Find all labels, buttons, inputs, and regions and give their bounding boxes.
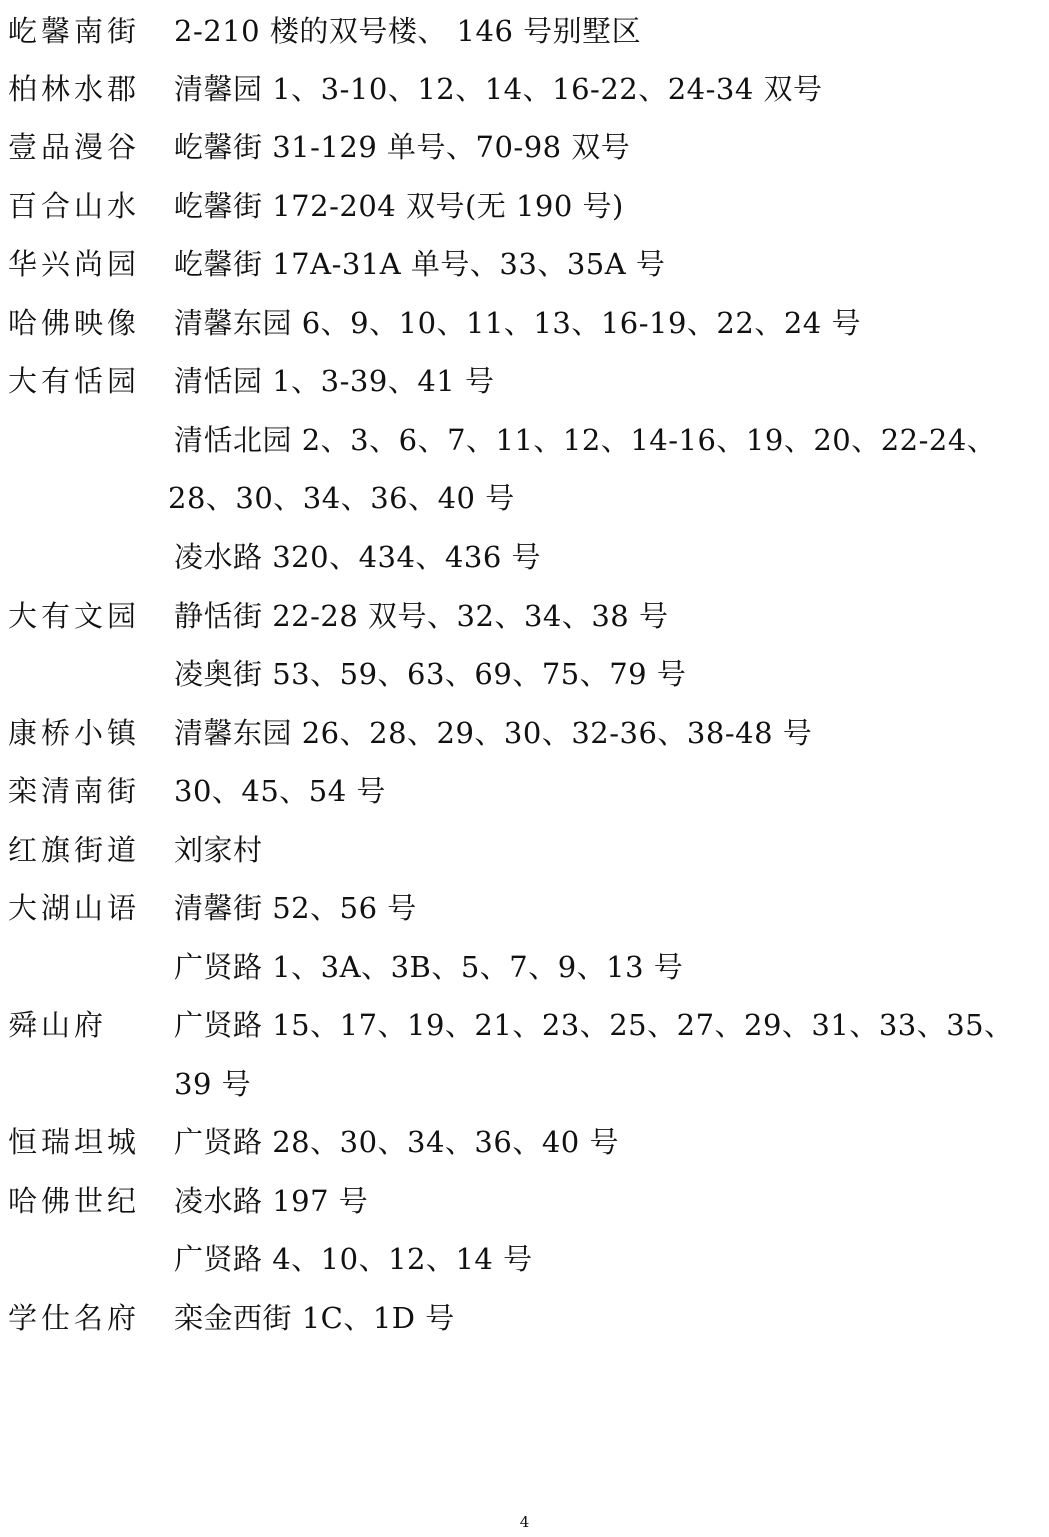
community-name: 柏林水郡 <box>8 72 141 106</box>
community-name: 栾清南街 <box>8 774 141 808</box>
address-text: 清馨园 1、3-10、12、14、16-22、24-34 双号 <box>174 72 823 106</box>
address-text: 栾金西街 1C、1D 号 <box>174 1301 455 1335</box>
community-name: 红旗街道 <box>8 833 141 867</box>
list-item <box>0 177 1049 235</box>
list-item <box>0 996 1049 1054</box>
address-text: 屹馨街 172-204 双号(无 190 号) <box>174 189 624 223</box>
address-text: 清恬园 1、3-39、41 号 <box>174 364 495 398</box>
page-number: 4 <box>519 1513 530 1531</box>
list-item <box>0 469 1049 527</box>
community-name: 壹品漫谷 <box>8 130 141 164</box>
community-name: 大有文园 <box>8 599 141 633</box>
list-item <box>0 1230 1049 1288</box>
address-text: 30、45、54 号 <box>174 774 386 808</box>
community-name: 哈佛世纪 <box>8 1184 141 1218</box>
list-item <box>0 1289 1049 1347</box>
list-item <box>0 1113 1049 1171</box>
list-item <box>0 821 1049 879</box>
community-name: 哈佛映像 <box>8 306 141 340</box>
list-item <box>0 60 1049 118</box>
list-item <box>0 879 1049 937</box>
list-item <box>0 645 1049 703</box>
list-item <box>0 118 1049 176</box>
community-name: 百合山水 <box>8 189 141 223</box>
address-text: 广贤路 15、17、19、21、23、25、27、29、31、33、35、 <box>174 1008 1014 1042</box>
address-text: 28、30、34、36、40 号 <box>168 481 515 515</box>
community-name: 恒瑞坦城 <box>8 1125 141 1159</box>
address-text: 屹馨街 17A-31A 单号、33、35A 号 <box>174 247 666 281</box>
community-name: 华兴尚园 <box>8 247 141 281</box>
list-item <box>0 938 1049 996</box>
address-text: 刘家村 <box>174 833 263 867</box>
address-text: 清馨街 52、56 号 <box>174 891 417 925</box>
address-text: 清恬北园 2、3、6、7、11、12、14-16、19、20、22-24、 <box>174 423 997 457</box>
community-name: 大湖山语 <box>8 891 141 925</box>
list-item <box>0 762 1049 820</box>
community-name: 舜山府 <box>8 1008 108 1042</box>
address-text: 广贤路 4、10、12、14 号 <box>174 1242 533 1276</box>
address-text: 凌水路 197 号 <box>174 1184 369 1218</box>
community-name: 康桥小镇 <box>8 716 141 750</box>
address-text: 清馨东园 6、9、10、11、13、16-19、22、24 号 <box>174 306 861 340</box>
address-text: 屹馨街 31-129 单号、70-98 双号 <box>174 130 631 164</box>
address-text: 清馨东园 26、28、29、30、32-36、38-48 号 <box>174 716 813 750</box>
list-item <box>0 294 1049 352</box>
community-name: 大有恬园 <box>8 364 141 398</box>
address-text: 广贤路 1、3A、3B、5、7、9、13 号 <box>174 950 684 984</box>
community-name: 屹馨南街 <box>8 14 141 48</box>
address-text: 凌水路 320、434、436 号 <box>174 540 541 574</box>
list-item <box>0 235 1049 293</box>
address-text: 凌奥街 53、59、63、69、75、79 号 <box>174 657 687 691</box>
list-item <box>0 1172 1049 1230</box>
address-text: 静恬街 22-28 双号、32、34、38 号 <box>174 599 669 633</box>
community-name: 学仕名府 <box>8 1301 141 1335</box>
list-item <box>0 1055 1049 1113</box>
list-item <box>0 2 1049 60</box>
list-item <box>0 352 1049 410</box>
list-item <box>0 528 1049 586</box>
address-text: 2-210 楼的双号楼、 146 号别墅区 <box>174 14 642 48</box>
list-item <box>0 704 1049 762</box>
address-text: 广贤路 28、30、34、36、40 号 <box>174 1125 619 1159</box>
list-item <box>0 411 1049 469</box>
list-item <box>0 587 1049 645</box>
address-text: 39 号 <box>174 1067 252 1101</box>
